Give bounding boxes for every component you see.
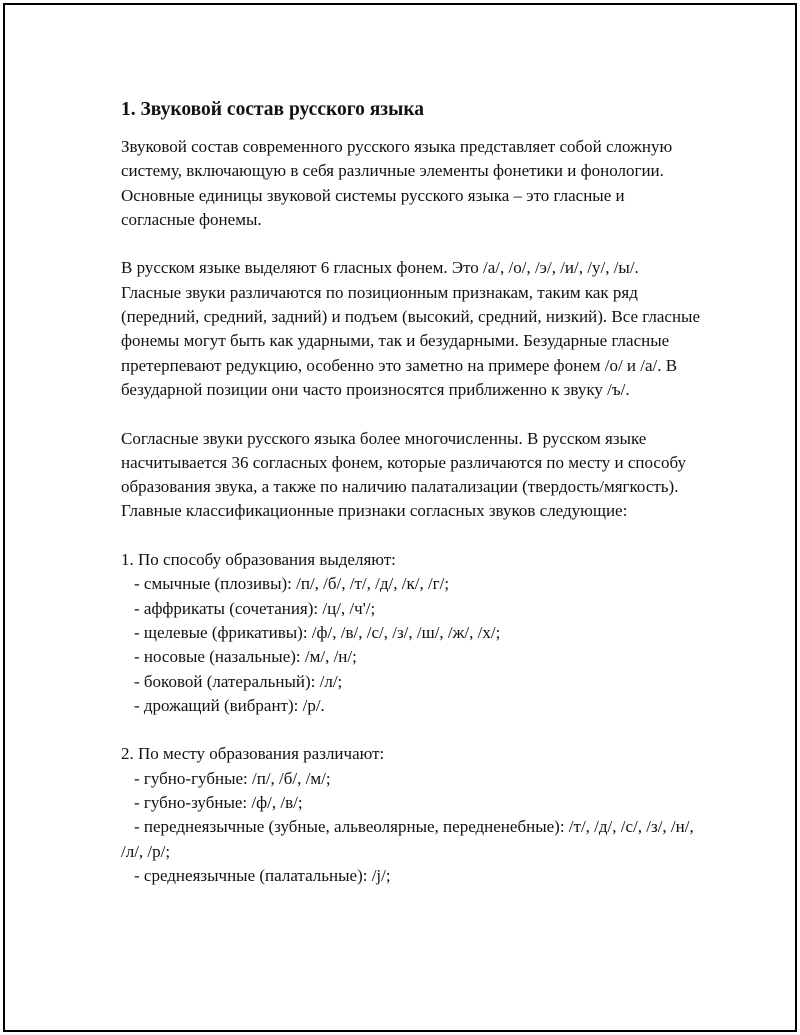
document-page [3,3,797,1032]
document-content [121,97,701,913]
list-item: - смычные (плозивы): /п/, /б/, /т/, /д/, /к/, /г/; [134,574,450,594]
paragraph-vowels: В русском языке выделяют 6 гласных фонем. Это /а/, /о/, /э/, /и/, /у/, /ы/. Гласные звуки различаются по позиционным признакам, таким как ряд (передний, средний, задний) и подъем (высокий, средний, низкий). Все гласные фонемы могут быть как ударными, так и безударными. Безударные гласные претерпевают редукцию, особенно это заметно на примере фонем /о/ и /а/. В безударной позиции они часто произносятся приближенно к звуку /ъ/. [121,258,701,399]
list-place-of-articulation [121,742,701,888]
paragraph-intro: Звуковой состав современного русского языка представляет собой сложную систему, включающую в себя различные элементы фонетики и фонологии. Основные единицы звуковой системы русского языка – это гласные и согласные фонемы. [121,137,673,229]
list-item: - щелевые (фрикативы): /ф/, /в/, /с/, /з/, /ш/, /ж/, /х/; [134,622,501,642]
list-item: - переднеязычные (зубные, альвеолярные, передненебные): /т/, /д/, /с/, /з/, /н/, /л/, /р/; [121,817,694,861]
list-title: 2. По месту образования различают: [121,744,385,764]
list-item: - носовые (назальные): /м/, /н/; [134,647,357,667]
list-title: 1. По способу образования выделяют: [121,550,396,570]
list-manner-of-articulation [121,548,701,718]
paragraph-consonants: Согласные звуки русского языка более многочисленны. В русском языке насчитывается 36 согласных фонем, которые различаются по месту и способу образования звука, а также по наличию палатализации (твердость/мягкость). Главные классификационные признаки согласных звуков следующие: [121,428,686,521]
list-item: - губно-зубные: /ф/, /в/; [134,793,303,813]
list-item: - аффрикаты (сочетания): /ц/, /ч'/; [134,598,376,618]
list-item: - дрожащий (вибрант): /р/. [134,695,325,715]
list-item: - боковой (латеральный): /л/; [134,671,343,691]
list-item: - среднеязычные (палатальные): /j/; [134,865,391,885]
list-item: - губно-губные: /п/, /б/, /м/; [134,768,331,788]
section-heading: 1. Звуковой состав русского языка [121,99,425,120]
